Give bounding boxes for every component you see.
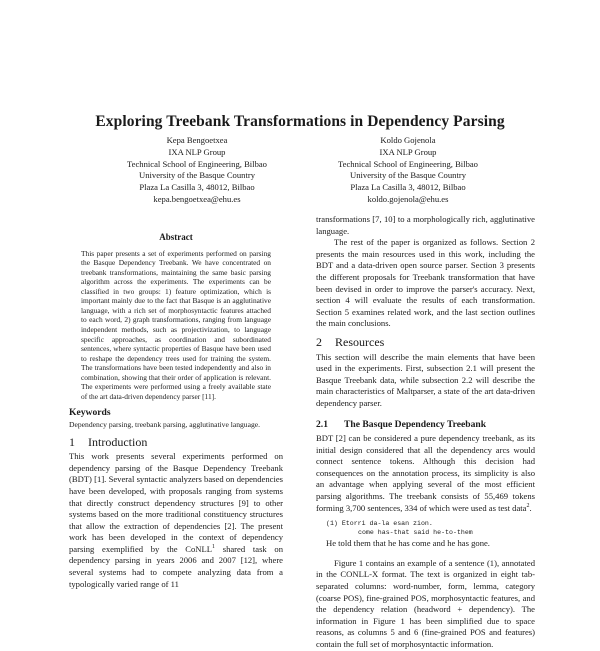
author-university: University of the Basque Country: [139, 170, 255, 181]
author-address: Plaza La Casilla 3, 48012, Bilbao: [350, 182, 466, 193]
author-school: Technical School of Engineering, Bilbao: [338, 158, 478, 169]
section-number: 2: [316, 334, 322, 349]
author-block-1: [118, 135, 276, 206]
section-title: Introduction: [88, 434, 148, 449]
section-heading-resources: [316, 334, 535, 349]
author-email: koldo.gojenola@ehu.es: [367, 193, 449, 204]
author-address: Plaza La Casilla 3, 48012, Bilbao: [139, 182, 255, 193]
author-name: Kepa Bengoetxea: [166, 135, 228, 145]
abstract-heading: Abstract: [159, 232, 193, 242]
subsection-title: The Basque Dependency Treebank: [344, 418, 487, 430]
bdt-text-end: .: [529, 502, 532, 513]
keywords-heading: Keywords: [69, 407, 111, 419]
author-group: IXA NLP Group: [168, 146, 226, 157]
subsection-number: 2.1: [316, 418, 328, 430]
section-number: 1: [69, 434, 75, 449]
paper-title: Exploring Treebank Transformations in Dependency Parsing: [95, 113, 505, 130]
introduction-text-continued: shared task on dependency parsing in years 2006 and 2007 [12], where several systems had to compete analyzing data from a typologically varied range of 11: [69, 543, 284, 589]
resources-paragraph: This section will describe the main elements that have been used in the experiments. First, subsection 2.1 will present the Basque Treebank data, while subsection 2.2 will describe the main characteristics of Maltparser, a state of the art data-driven dependency parser.: [316, 351, 535, 408]
introduction-text: This work presents several experiments performed on dependency parsing of the Basque Dependency Treebank (BDT) [1]. Several syntactic analyzers based on dependencies have been developed, with proposals ranging from systems that directly construct dependency structures [9] to other systems based on the more traditional constituency structures that allow the extraction of dependencies [2]. The present work has been developed in the context of dependency parsing exemplified by the CoNLL: [69, 451, 283, 554]
author-name: Koldo Gojenola: [380, 135, 436, 145]
author-email: kepa.bengoetxea@ehu.es: [153, 193, 241, 204]
introduction-paragraph: [69, 451, 283, 590]
footnote-marker: 1: [212, 544, 216, 551]
subsection-heading-bdt: [316, 419, 535, 431]
author-block-2: [329, 135, 487, 206]
bdt-text: BDT [2] can be considered a pure dependency treebank, as its initial design considered that all the dependency arcs would connect sentence tokens. Although this decision had consequences on the annotation process, its simplicity is also an advantage when applying several of the most efficient parsing algorithms. The treebank consists of 55,469 tokens forming 3,700 sentences, 334 of which were used as test data: [316, 433, 535, 513]
right-column: [316, 214, 535, 651]
author-university: University of the Basque Country: [350, 170, 466, 181]
section-heading-introduction: [69, 434, 283, 449]
author-group: IXA NLP Group: [379, 146, 437, 157]
left-column: [69, 232, 283, 590]
footnote-marker: 2: [526, 502, 530, 509]
author-school: Technical School of Engineering, Bilbao: [127, 158, 267, 169]
keywords-text: Dependency parsing, treebank parsing, agglutinative language.: [69, 419, 261, 429]
example-gloss: come has-that said he-to-them: [358, 529, 473, 537]
bdt-paragraph: [316, 433, 535, 514]
example-sentence: (1) Etorri da-la esan zion.: [326, 520, 433, 528]
example-translation: He told them that he has come and he has gone.: [326, 538, 490, 549]
introduction-paragraph-2: The rest of the paper is organized as follows. Section 2 presents the main resources used in this work, including the BDT and a data-driven open source parser. Section 3 presents the different proposals for Treebank transformation that have been devised in order to improve the parser's accuracy. Next, section 4 will evaluate the results of each transformation. Section 5 examines related work, and the last section outlines the main conclusions.: [316, 237, 535, 329]
bdt-paragraph-2: Figure 1 contains an example of a sentence (1), annotated in the CONLL-X format. The text is organized in eight tab-separated columns: word-number, form, lemma, category (coarse POS), fine-grained POS, morphosyntactic features, and the dependency relation (headword + dependency). The information in Figure 1 has been simplified due to space reasons, as columns 5 and 6 (fine-grained POS and features) contain the full set of morphosyntactic information.: [316, 557, 535, 649]
section-title: Resources: [335, 334, 385, 349]
introduction-continuation: transformations [7, 10] to a morphologically rich, agglutinative language.: [316, 214, 535, 236]
abstract-text: This paper presents a set of experiments performed on parsing the Basque Dependency Treebank. We have concentrated on treebank transformations, maintaining the same basic parsing algorithm across the experiments. The experiments can be classified in two groups: 1) feature optimization, which is important mainly due to the fact that Basque is an agglutinative language, with a rich set of morphosyntactic features attached to each word, 2) graph transformations, ranging from language independent methods, such as projectivization, to language specific approaches, as coordination and subordinated sentences, where syntactic properties of Basque have been used to reshape the dependency trees used for training the system. The transformations have been tested independently and also in combination, showing that their order of application is relevant. The experiments were performed using a freely available state of the art data-driven dependency parser [11].: [81, 248, 271, 401]
